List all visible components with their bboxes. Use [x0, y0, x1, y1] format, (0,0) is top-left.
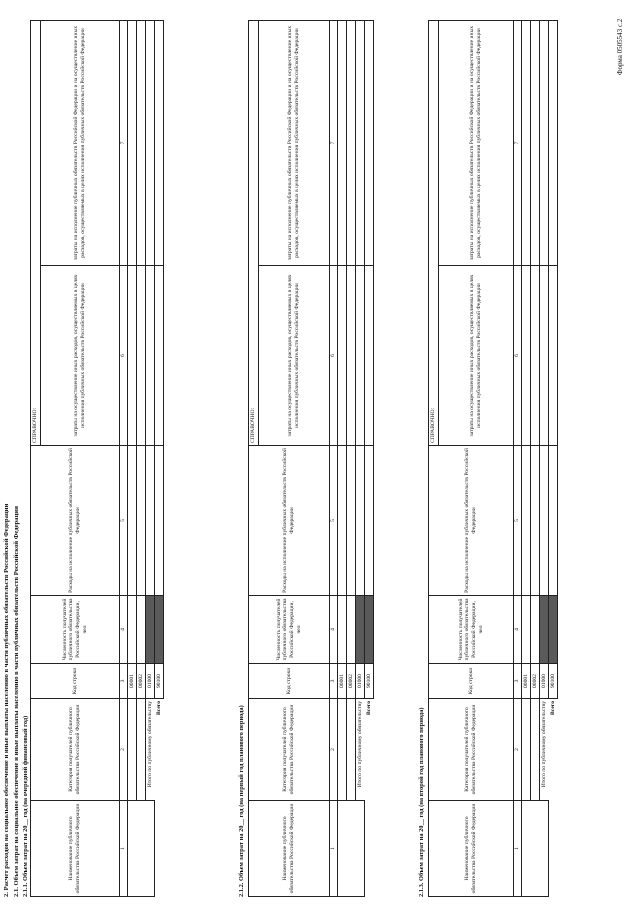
other-expense-cell[interactable]: [155, 266, 164, 446]
header-obligation-expenses: Расходы на исполнение публичных обязательств Российской Федерации: [249, 446, 330, 596]
col-number: 5: [514, 446, 522, 596]
table-row: [347, 20, 356, 896]
col-number: 5: [120, 446, 128, 596]
subtotal-code: 01000: [540, 664, 549, 699]
header-obligation-name: Наименование публичного обязательства Российской Федерации: [31, 801, 120, 897]
col-number: 4: [514, 596, 522, 664]
category-cell[interactable]: [128, 699, 137, 801]
obligation-name-cell[interactable]: [128, 801, 155, 897]
other-expense-cell[interactable]: [540, 266, 549, 446]
table-row: [522, 20, 531, 896]
col-number: 7: [514, 20, 522, 265]
col-number: 2: [330, 699, 338, 801]
category-cell[interactable]: [338, 699, 347, 801]
category-cell[interactable]: [531, 699, 540, 801]
col-number: 3: [330, 664, 338, 699]
col-number: 2: [514, 699, 522, 801]
table-row: [531, 20, 540, 896]
row-code: 00001: [522, 664, 531, 699]
row-code: 00002: [137, 664, 146, 699]
header-recipient-count: Численность получателей публичного обязательства Российской Федерации, чел: [31, 596, 120, 664]
col-number: 2: [120, 699, 128, 801]
category-cell[interactable]: [347, 699, 356, 801]
grand-total-row: [365, 20, 374, 896]
col-number: 4: [330, 596, 338, 664]
subtotal-label: Итого по публичному обязательству: [356, 701, 363, 788]
header-other-expenses: затраты на осуществление иных расходов, осуществляемых в целях исполнения публичных обязательств Российской Федерации: [259, 266, 330, 446]
header-reference: СПРАВОЧНО:: [249, 20, 259, 445]
header-row-code: Код строки: [429, 664, 514, 699]
expense-cell[interactable]: [347, 446, 356, 596]
row-code: 00001: [128, 664, 137, 699]
other-expense-cell[interactable]: [347, 266, 356, 446]
grand-total-label: Всего: [155, 701, 162, 715]
header-recipient-category: Категория получателей публичного обязательства Российской Федерации: [249, 699, 330, 801]
total-expense-cell[interactable]: [365, 20, 374, 265]
col-number: 7: [120, 20, 128, 265]
count-cell[interactable]: [338, 596, 347, 664]
expense-cell[interactable]: [146, 446, 155, 596]
table-row: [137, 20, 146, 896]
expense-cell[interactable]: [155, 446, 164, 596]
total-expense-cell[interactable]: [146, 20, 155, 265]
subtotal-label: Итого по публичному обязательству: [540, 701, 547, 788]
other-expense-cell[interactable]: [128, 266, 137, 446]
header-reference: СПРАВОЧНО:: [31, 20, 41, 445]
disabled-cell: [155, 596, 164, 664]
grand-total-code: 90100: [155, 664, 164, 699]
table-row: [338, 20, 347, 896]
col-number: 4: [120, 596, 128, 664]
category-cell[interactable]: [522, 699, 531, 801]
row-code: 00002: [347, 664, 356, 699]
header-other-expenses: затраты на осуществление иных расходов, осуществляемых в целях исполнения публичных обязательств Российской Федерации: [439, 266, 514, 446]
expense-table-2: [248, 20, 374, 897]
header-reference: СПРАВОЧНО:: [429, 20, 439, 445]
expense-cell[interactable]: [365, 446, 374, 596]
header-total-expenses: затраты на исполнение публичных обязательств Российской Федерации и на осуществление иных расходов, осуществляемых в целях исполнения публичных обязательств Российской Федерации: [259, 20, 330, 265]
disabled-cell: [146, 596, 155, 664]
grand-total-label: Всего: [365, 701, 372, 715]
header-row-code: Код строки: [249, 664, 330, 699]
count-cell[interactable]: [522, 596, 531, 664]
table-row: [128, 20, 137, 896]
other-expense-cell[interactable]: [522, 266, 531, 446]
header-recipient-count: Численность получателей публичного обязательства Российской Федерации, чел: [249, 596, 330, 664]
table-1-title: 2.1.1. Объем затрат на 20__ год (на очередной финансовый год): [22, 715, 29, 897]
other-expense-cell[interactable]: [338, 266, 347, 446]
header-obligation-expenses: Расходы на исполнение публичных обязательств Российской Федерации: [31, 446, 120, 596]
row-code: 00002: [531, 664, 540, 699]
other-expense-cell[interactable]: [356, 266, 365, 446]
table-3-title: 2.1.3. Объем затрат на 20__ год (на второй год планового периода): [418, 707, 425, 897]
subtotal-row: [146, 20, 155, 896]
disabled-cell: [365, 596, 374, 664]
col-number: 5: [330, 446, 338, 596]
col-number: 6: [120, 266, 128, 446]
other-expense-cell[interactable]: [137, 266, 146, 446]
category-cell[interactable]: [137, 699, 146, 801]
col-number: 1: [120, 801, 128, 897]
disabled-cell: [540, 596, 549, 664]
other-expense-cell[interactable]: [146, 266, 155, 446]
subsection-title: 2.1. Объем затрат на социальное обеспечение и иные выплаты населению в части публичных обязательств Российской Федерации: [13, 506, 20, 897]
grand-total-code: 90100: [549, 664, 558, 699]
total-expense-cell[interactable]: [549, 20, 558, 265]
other-expense-cell[interactable]: [365, 266, 374, 446]
expense-table-1: [30, 20, 164, 897]
total-expense-cell[interactable]: [338, 20, 347, 265]
header-obligation-expenses: Расходы на исполнение публичных обязательств Российской Федерации: [429, 446, 514, 596]
total-expense-cell[interactable]: [531, 20, 540, 265]
count-cell[interactable]: [531, 596, 540, 664]
header-recipient-category: Категория получателей публичного обязательства Российской Федерации: [429, 699, 514, 801]
count-cell[interactable]: [128, 596, 137, 664]
other-expense-cell[interactable]: [549, 266, 558, 446]
header-obligation-name: Наименование публичного обязательства Российской Федерации: [249, 801, 330, 897]
subtotal-row: [540, 20, 549, 896]
total-expense-cell[interactable]: [137, 20, 146, 265]
total-expense-cell[interactable]: [155, 20, 164, 265]
header-row-code: Код строки: [31, 664, 120, 699]
header-recipient-count: Численность получателей публичного обязательства Российской Федерации, чел: [429, 596, 514, 664]
expense-cell[interactable]: [522, 446, 531, 596]
col-number: 1: [330, 801, 338, 897]
total-expense-cell[interactable]: [522, 20, 531, 265]
subtotal-code: 01000: [146, 664, 155, 699]
subtotal-code: 01000: [356, 664, 365, 699]
subtotal-label: Итого по публичному обязательству: [146, 701, 153, 788]
row-code: 00001: [338, 664, 347, 699]
count-cell[interactable]: [137, 596, 146, 664]
count-cell[interactable]: [347, 596, 356, 664]
expense-cell[interactable]: [531, 446, 540, 596]
subtotal-row: [356, 20, 365, 896]
total-expense-cell[interactable]: [128, 20, 137, 265]
table-2-title: 2.1.2. Объем затрат на 20__ год (на первый год планового периода): [238, 705, 245, 897]
total-expense-cell[interactable]: [540, 20, 549, 265]
header-recipient-category: Категория получателей публичного обязательства Российской Федерации: [31, 699, 120, 801]
header-total-expenses: затраты на исполнение публичных обязательств Российской Федерации и на осуществление иных расходов, осуществляемых в целях исполнения публичных обязательств Российской Федерации: [41, 20, 120, 265]
expense-cell[interactable]: [338, 446, 347, 596]
grand-total-code: 90100: [365, 664, 374, 699]
expense-table-3: [428, 20, 558, 897]
other-expense-cell[interactable]: [531, 266, 540, 446]
header-obligation-name: Наименование публичного обязательства Российской Федерации: [429, 801, 514, 897]
grand-total-row: [549, 20, 558, 896]
col-number: 6: [514, 266, 522, 446]
grand-total-label: Всего: [549, 701, 556, 715]
expense-cell[interactable]: [356, 446, 365, 596]
col-number: 6: [330, 266, 338, 446]
total-expense-cell[interactable]: [356, 20, 365, 265]
expense-cell[interactable]: [137, 446, 146, 596]
disabled-cell: [549, 596, 558, 664]
grand-total-row: [155, 20, 164, 896]
expense-cell[interactable]: [128, 446, 137, 596]
form-code: Форма 0505543 с.2: [616, 18, 624, 75]
obligation-name-cell[interactable]: [522, 801, 549, 897]
total-expense-cell[interactable]: [347, 20, 356, 265]
col-number: 3: [514, 664, 522, 699]
obligation-name-cell[interactable]: [338, 801, 365, 897]
header-total-expenses: затраты на исполнение публичных обязательств Российской Федерации и на осуществление иных расходов, осуществляемых в целях исполнения публичных обязательств Российской Федерации: [439, 20, 514, 265]
header-other-expenses: затраты на осуществление иных расходов, осуществляемых в целях исполнения публичных обязательств Российской Федерации: [41, 266, 120, 446]
section-title: 2. Расчет расходов на социальное обеспечение и иные выплаты населению в части публичных обязательств Российской Федерации: [3, 503, 10, 897]
col-number: 7: [330, 20, 338, 265]
expense-cell[interactable]: [549, 446, 558, 596]
disabled-cell: [356, 596, 365, 664]
col-number: 3: [120, 664, 128, 699]
expense-cell[interactable]: [540, 446, 549, 596]
col-number: 1: [514, 801, 522, 897]
